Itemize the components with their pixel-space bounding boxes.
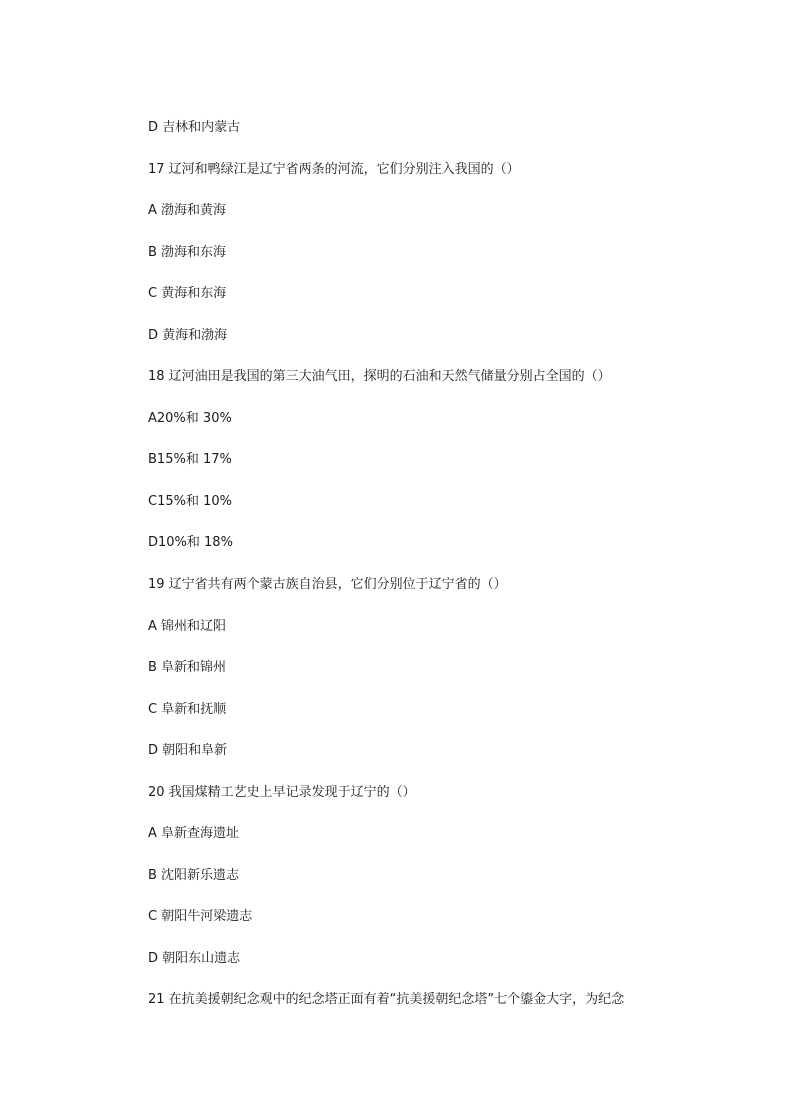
question-line: 19 辽宁省共有两个蒙古族自治县，它们分别位于辽宁省的（） <box>148 577 507 592</box>
option-line: B 阜新和锦州 <box>148 660 227 675</box>
question-line: 20 我国煤精工艺史上早记录发现于辽宁的（） <box>148 785 416 800</box>
option-line: D 朝阳东山遗志 <box>148 951 241 966</box>
option-line: A 阜新查海遗址 <box>148 826 240 841</box>
option-line: D 黄海和渤海 <box>148 328 228 343</box>
option-line: C 黄海和东海 <box>148 286 227 301</box>
option-line: A 锦州和辽阳 <box>148 619 227 634</box>
question-line: 18 辽河油田是我国的第三大油气田，探明的石油和天然气储量分别占全国的（） <box>148 369 611 384</box>
option-line: D 朝阳和阜新 <box>148 743 228 758</box>
option-line: B15%和 17% <box>148 452 232 467</box>
option-line: C 朝阳牛河梁遗志 <box>148 909 253 924</box>
option-line: B 沈阳新乐遗志 <box>148 868 240 883</box>
option-line: A20%和 30% <box>148 411 232 426</box>
option-line: B 渤海和东海 <box>148 245 227 260</box>
question-line: 21 在抗美援朝纪念观中的纪念塔正面有着“抗美援朝纪念塔”七个鎏金大字，为纪念 <box>148 992 625 1007</box>
option-line: C 阜新和抚顺 <box>148 702 227 717</box>
option-line: C15%和 10% <box>148 494 232 509</box>
option-line: D 吉林和内蒙古 <box>148 120 241 135</box>
option-line: A 渤海和黄海 <box>148 203 227 218</box>
question-line: 17 辽河和鸭绿江是辽宁省两条的河流，它们分别注入我国的（） <box>148 162 520 177</box>
option-line: D10%和 18% <box>148 535 233 550</box>
